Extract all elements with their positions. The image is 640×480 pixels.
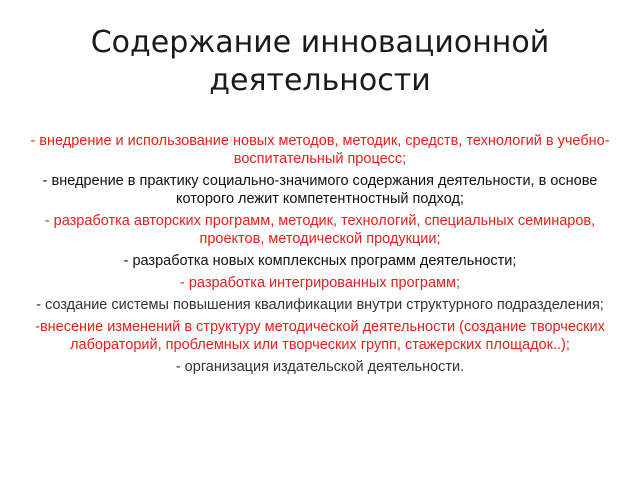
list-item-8: - организация издательской деятельности.: [175, 359, 465, 375]
list-item-2: - внедрение в практику социально-значимого содержания деятельности, в основе которого лежит компетентностный подход;: [42, 173, 598, 207]
list-item-4: - разработка новых комплексных программ деятельности;: [123, 253, 517, 269]
list-item-5: - разработка интегрированных программ;: [180, 275, 460, 291]
list-item-3: - разработка авторских программ, методик, технологий, специальных семинаров, проектов, методической продукции;: [44, 213, 596, 247]
list-item-7: -внесение изменений в структуру методической деятельности (создание творческих лабораторий, проблемных или творческих групп, стажерских площадок..);: [35, 319, 605, 353]
list-item-1: - внедрение и использование новых методов, методик, средств, технологий в учебно-воспитательный процесс;: [30, 133, 610, 167]
list-item-6: - создание системы повышения квалификации внутри структурного подразделения;: [36, 297, 604, 313]
slide-content: [14, 132, 626, 380]
slide-title: Содержание инновационной деятельности: [90, 25, 550, 98]
